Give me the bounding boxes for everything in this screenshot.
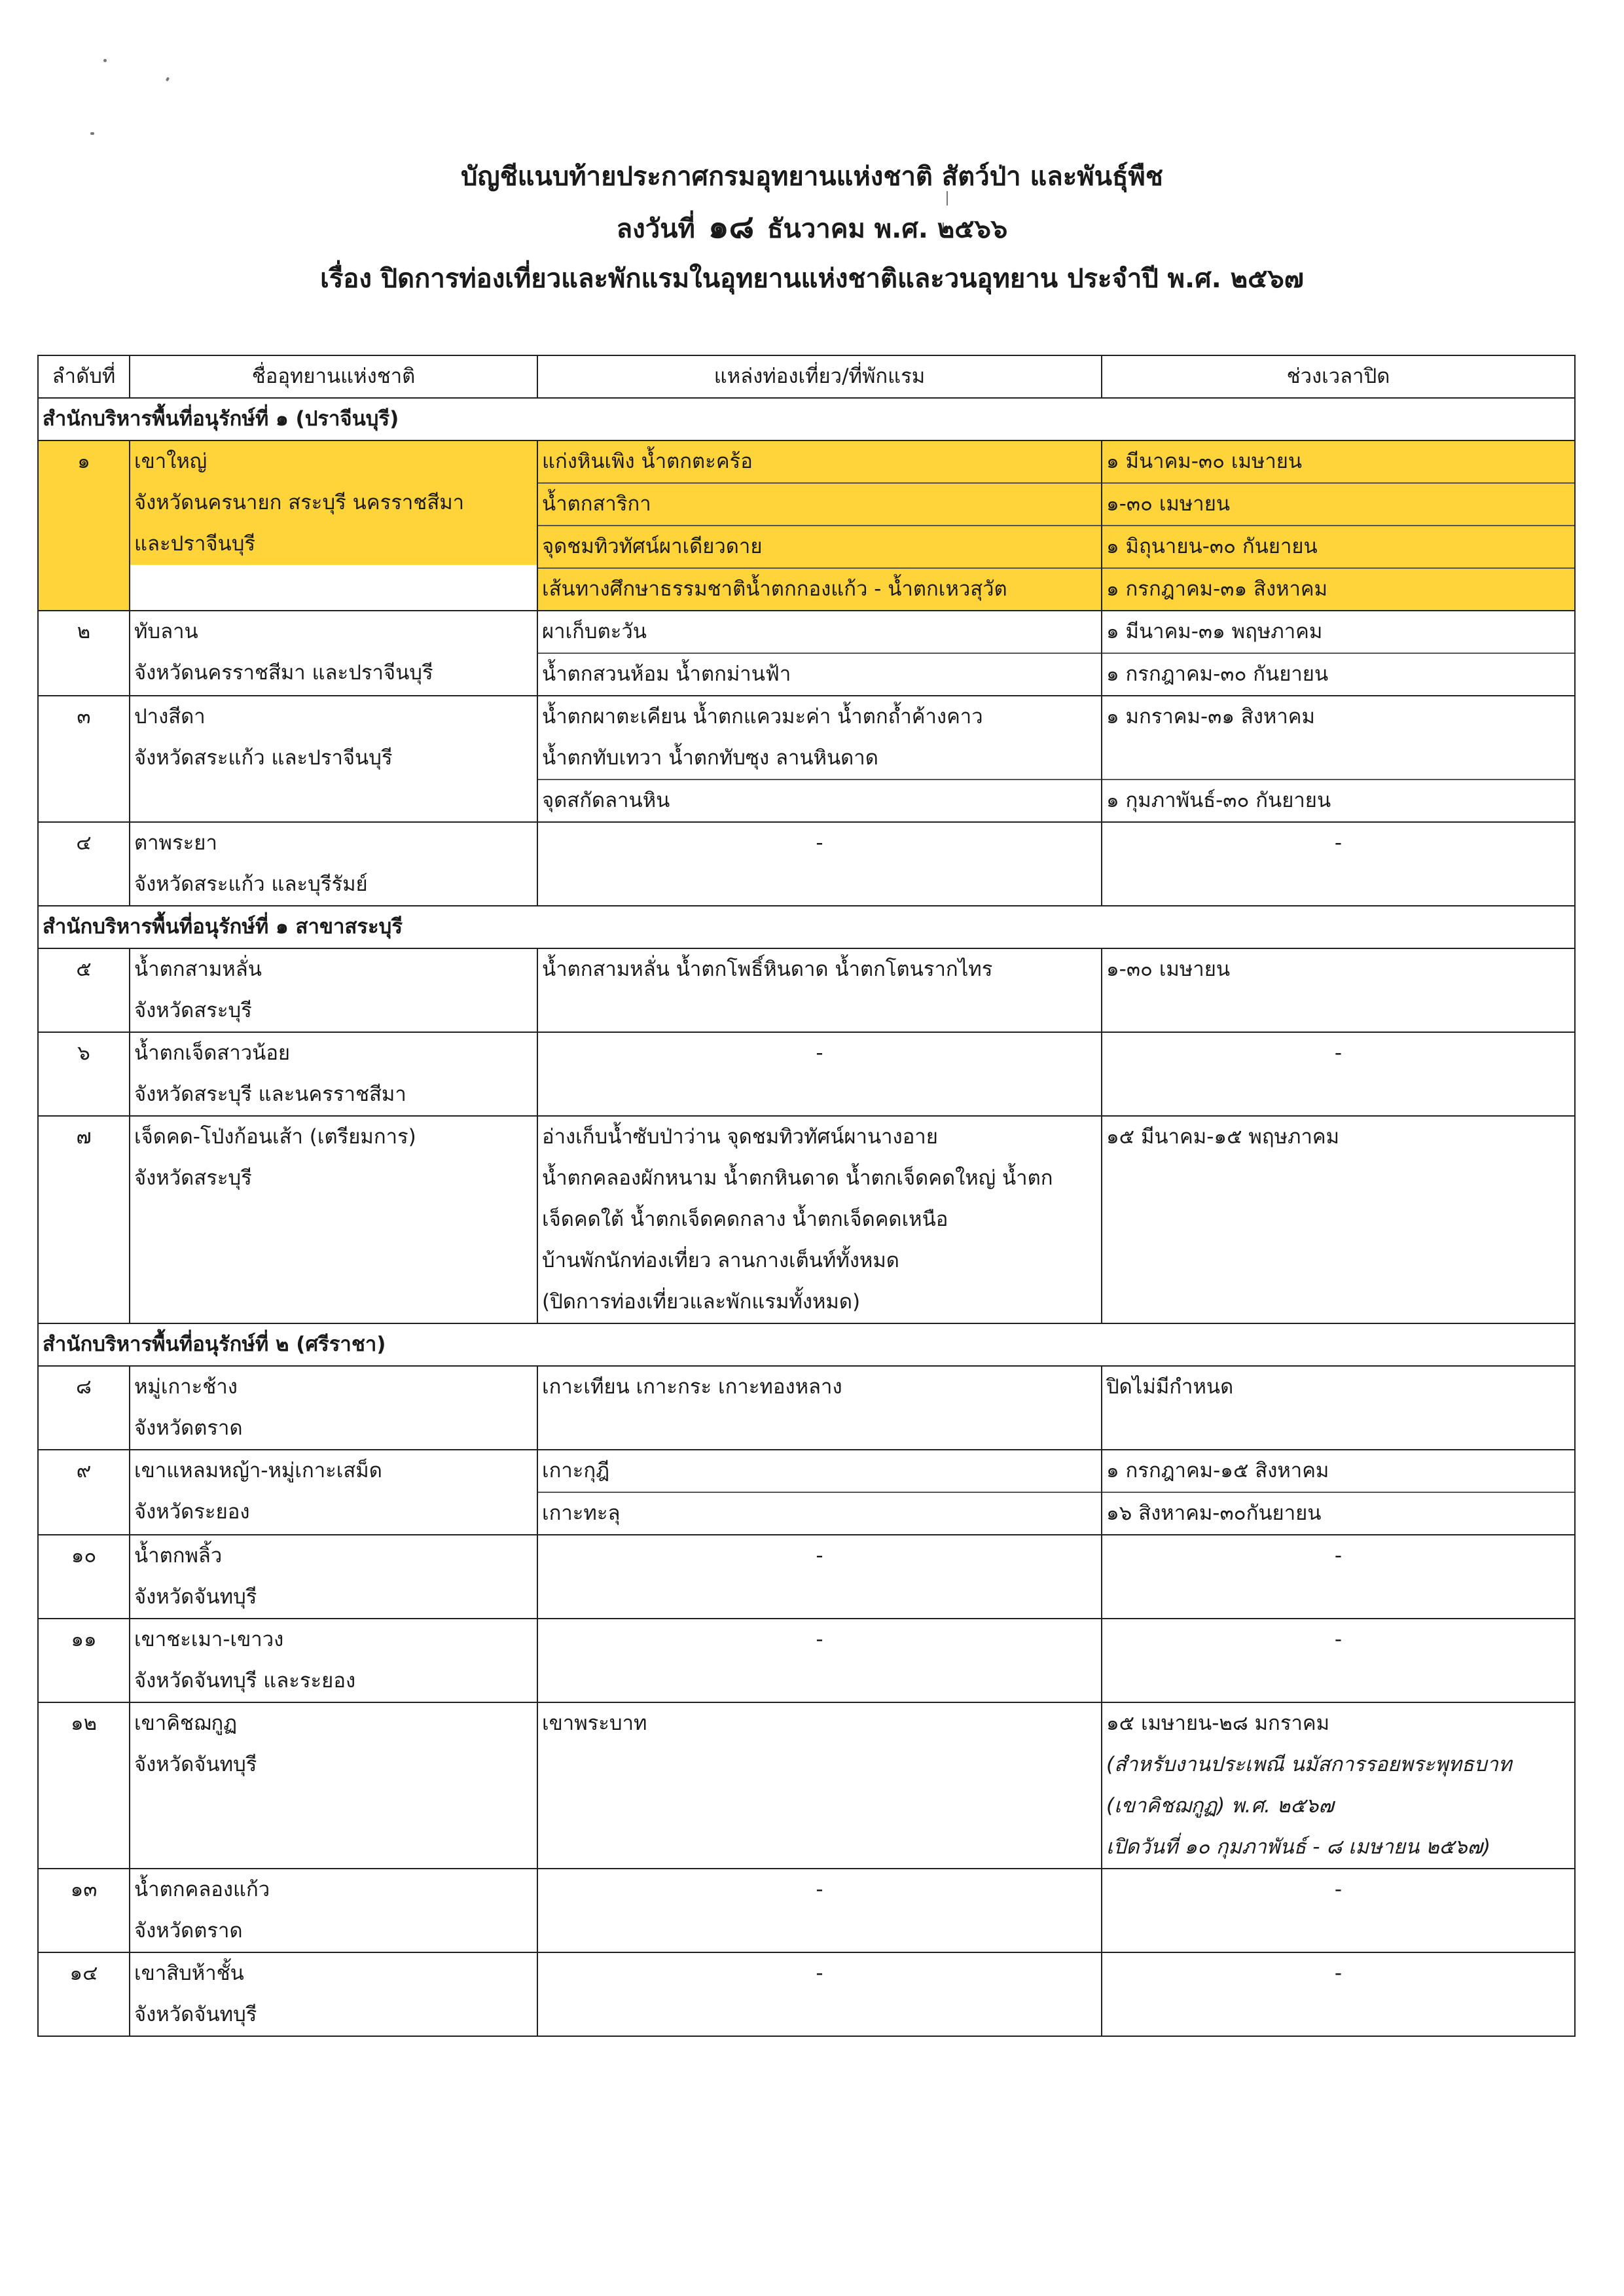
empty-line [134, 565, 533, 606]
row-no: ๑๑ [38, 1619, 130, 1702]
place-line: บ้านพักนักท่องเที่ยว ลานกางเต็นท์ทั้งหมด [542, 1249, 899, 1272]
period-item: ๑ มิถุนายน-๓๐ กันยายน [1102, 525, 1574, 567]
park-name-cell [130, 1366, 537, 1450]
date-day-handwritten: ๑๘ [708, 207, 755, 245]
park-name-cell [130, 1116, 537, 1323]
places-cell: เขาพระบาท [537, 1702, 1102, 1869]
table-row [38, 440, 1575, 611]
park-name: เขาสิบห้าชั้น [134, 1962, 244, 1985]
place-item: จุดชมทิวทัศน์ผาเดียวดาย [538, 525, 1101, 567]
date-prefix: ลงวันที่ [616, 214, 695, 244]
place-item: ผาเก็บตะวัน [542, 620, 647, 643]
table-row [38, 1116, 1575, 1323]
section-title: สำนักบริหารพื้นที่อนุรักษ์ที่ ๑ (ปราจีนบุรี) [38, 398, 1575, 440]
document-header [0, 152, 1624, 304]
park-province-2: และปราจีนบุรี [130, 524, 537, 565]
park-name: เขาใหญ่ [130, 441, 537, 482]
row-no: ๑๔ [38, 1952, 130, 2036]
scan-speck [103, 59, 107, 62]
period-cell: ๑๕ มีนาคม-๑๕ พฤษภาคม [1102, 1116, 1575, 1323]
period-item: ๑ กุมภาพันธ์-๓๐ กันยายน [1102, 779, 1574, 821]
places-cell [537, 696, 1102, 822]
places-cell [537, 1450, 1102, 1535]
park-province: จังหวัดจันทบุรี [134, 1753, 257, 1776]
park-province: จังหวัดตราด [134, 1919, 243, 1943]
period-note: เปิดวันที่ ๑๐ กุมภาพันธ์ - ๘ เมษายน ๒๕๖๗) [1106, 1835, 1491, 1859]
period-cell-empty: - [1102, 1535, 1575, 1619]
section-row [38, 906, 1575, 948]
table-row [38, 1450, 1575, 1535]
period-cell-empty: - [1102, 1952, 1575, 2036]
park-name-cell [130, 1032, 537, 1116]
park-province: จังหวัดสระแก้ว และบุรีรัมย์ [134, 872, 368, 896]
table-row [38, 1619, 1575, 1702]
row-no: ๖ [38, 1032, 130, 1116]
table-row [38, 611, 1575, 696]
places-cell: เกาะเทียน เกาะกระ เกาะทองหลาง [537, 1366, 1102, 1450]
period-cell-empty: - [1102, 1869, 1575, 1952]
park-name-cell [130, 611, 537, 696]
places-cell-empty: - [537, 1869, 1102, 1952]
table-row [38, 1366, 1575, 1450]
table-row [38, 1952, 1575, 2036]
row-no: ๑๒ [38, 1702, 130, 1869]
period-cell-empty: - [1102, 1619, 1575, 1702]
park-province: จังหวัดนครนายก สระบุรี นครราชสีมา [130, 482, 537, 524]
places-cell [537, 440, 1102, 611]
places-cell-empty: - [537, 1952, 1102, 2036]
section-row [38, 398, 1575, 440]
header-places: แหล่งท่องเที่ยว/ที่พักแรม [537, 355, 1102, 398]
table-row [38, 1869, 1575, 1952]
row-no: ๔ [38, 822, 130, 906]
place-item: เกาะทะลุ [538, 1492, 1101, 1534]
period-note: (สำหรับงานประเพณี นมัสการรอยพระพุทธบาท [1106, 1753, 1512, 1776]
places-cell-empty: - [537, 1032, 1102, 1116]
scan-speck [166, 77, 170, 81]
places-cell-empty: - [537, 1619, 1102, 1702]
empty-line [1102, 738, 1574, 779]
row-no: ๙ [38, 1450, 130, 1535]
row-no: ๑๓ [38, 1869, 130, 1952]
park-province: จังหวัดตราด [134, 1416, 243, 1440]
park-name: น้ำตกคลองแก้ว [134, 1878, 270, 1901]
period-item: ๑ กรกฎาคม-๑๕ สิงหาคม [1106, 1459, 1329, 1482]
park-name-cell [130, 1450, 537, 1535]
period-cell [1102, 611, 1575, 696]
period-item: ๑-๓๐ เมษายน [1102, 482, 1574, 525]
places-cell-empty: - [537, 822, 1102, 906]
place-item: น้ำตกผาตะเคียน น้ำตกแควมะค่า น้ำตกถ้ำค้างคาว [542, 705, 983, 728]
park-province: จังหวัดสระแก้ว และปราจีนบุรี [134, 746, 393, 770]
table-row [38, 1535, 1575, 1619]
park-name: น้ำตกพลิ้ว [134, 1544, 223, 1568]
park-province: จังหวัดสระบุรี [134, 1166, 252, 1190]
header-date [0, 202, 1624, 254]
row-no: ๕ [38, 948, 130, 1032]
park-province: จังหวัดนครราชสีมา และปราจีนบุรี [134, 661, 433, 685]
date-suffix: ธันวาคม พ.ศ. ๒๕๖๖ [767, 214, 1008, 244]
park-name-cell [130, 1535, 537, 1619]
scan-speck [90, 132, 94, 135]
period-item: ๑ มีนาคม-๓๑ พฤษภาคม [1106, 620, 1323, 643]
place-line: อ่างเก็บน้ำซับป่าว่าน จุดชมทิวทัศน์ผานางอาย [542, 1125, 938, 1149]
places-cell [537, 1116, 1102, 1323]
park-name: เจ็ดคด-โป่งก้อนเส้า (เตรียมการ) [134, 1125, 416, 1149]
closure-table [37, 355, 1576, 2037]
period-cell [1102, 1702, 1575, 1869]
place-item: น้ำตกสาริกา [538, 482, 1101, 525]
row-no-text: ๑ [77, 450, 90, 473]
park-province: จังหวัดระยอง [134, 1500, 250, 1524]
park-name: เขาแหลมหญ้า-หมู่เกาะเสม็ด [134, 1459, 382, 1482]
section-title: สำนักบริหารพื้นที่อนุรักษ์ที่ ๑ สาขาสระบุรี [38, 906, 1575, 948]
section-title: สำนักบริหารพื้นที่อนุรักษ์ที่ ๒ (ศรีราชา) [38, 1323, 1575, 1366]
park-name: น้ำตกเจ็ดสาวน้อย [134, 1041, 291, 1065]
table-header-row [38, 355, 1575, 398]
period-cell-empty: - [1102, 822, 1575, 906]
row-no: ๘ [38, 1366, 130, 1450]
place-line: เจ็ดคดใต้ น้ำตกเจ็ดคดกลาง น้ำตกเจ็ดคดเหนือ [542, 1208, 948, 1231]
period-note: (เขาคิชฌกูฏ) พ.ศ. ๒๕๖๗ [1106, 1794, 1334, 1818]
row-no: ๑๐ [38, 1535, 130, 1619]
period-item: ๑ กรกฎาคม-๓๐ กันยายน [1102, 653, 1574, 695]
park-province: จังหวัดสระบุรี [134, 999, 252, 1022]
header-subject: เรื่อง ปิดการท่องเที่ยวและพักแรมในอุทยานแห่งชาติและวนอุทยาน ประจำปี พ.ศ. ๒๕๖๗ [320, 264, 1304, 294]
park-name: ตาพระยา [134, 831, 217, 855]
park-province: จังหวัดจันทบุรี [134, 1585, 257, 1609]
period-cell-empty: - [1102, 1032, 1575, 1116]
table-row [38, 948, 1575, 1032]
period-item: ๑ มกราคม-๓๑ สิงหาคม [1106, 705, 1315, 728]
period-item: ๑๖ สิงหาคม-๓๐กันยายน [1102, 1492, 1574, 1534]
header-park-name: ชื่ออุทยานแห่งชาติ [130, 355, 537, 398]
park-province: จังหวัดสระบุรี และนครราชสีมา [134, 1083, 406, 1106]
table-row [38, 822, 1575, 906]
row-no: ๓ [38, 696, 130, 822]
park-name: หมู่เกาะช้าง [134, 1375, 238, 1399]
row-no: ๗ [38, 1116, 130, 1323]
period-cell [1102, 696, 1575, 822]
place-item: น้ำตกสวนห้อม น้ำตกม่านฟ้า [538, 653, 1101, 695]
place-item: เส้นทางศึกษาธรรมชาติน้ำตกกองแก้ว - น้ำตกเหวสุวัต [538, 567, 1101, 610]
park-name-cell [130, 948, 537, 1032]
table-row [38, 1032, 1575, 1116]
park-name-cell [130, 1702, 537, 1869]
park-name: น้ำตกสามหลั่น [134, 958, 262, 981]
place-line: (ปิดการท่องเที่ยวและพักแรมทั้งหมด) [542, 1290, 861, 1314]
header-no: ลำดับที่ [38, 355, 130, 398]
table-row [38, 1702, 1575, 1869]
place-item: จุดสกัดลานหิน [538, 779, 1101, 821]
places-cell: น้ำตกสามหลั่น น้ำตกโพธิ์หินดาด น้ำตกโตนรากไทร [537, 948, 1102, 1032]
park-name-cell [130, 440, 537, 611]
header-period: ช่วงเวลาปิด [1102, 355, 1575, 398]
park-name: ทับลาน [134, 620, 198, 643]
section-row [38, 1323, 1575, 1366]
park-name-cell [130, 696, 537, 822]
empty-line [134, 779, 533, 820]
park-name-cell [130, 1952, 537, 2036]
park-name-cell [130, 1619, 537, 1702]
period-cell: ๑-๓๐ เมษายน [1102, 948, 1575, 1032]
park-name: ปางสีดา [134, 705, 206, 728]
period-cell [1102, 440, 1575, 611]
places-cell [537, 611, 1102, 696]
period-item: ๑ กรกฎาคม-๓๑ สิงหาคม [1102, 567, 1574, 610]
period-cell: ปิดไม่มีกำหนด [1102, 1366, 1575, 1450]
park-name: เขาชะเมา-เขาวง [134, 1628, 284, 1651]
row-no: ๒ [38, 611, 130, 696]
park-province: จังหวัดจันทบุรี [134, 2003, 257, 2026]
place-line: น้ำตกคลองผักหนาม น้ำตกหินดาด น้ำตกเจ็ดคดใหญ่ น้ำตก [542, 1166, 1053, 1190]
place-item: น้ำตกทับเทวา น้ำตกทับซุง ลานหินดาด [542, 746, 878, 770]
row-no [38, 440, 130, 611]
header-title: บัญชีแนบท้ายประกาศกรมอุทยานแห่งชาติ สัตว์ป่า และพันธุ์พืช [461, 162, 1163, 192]
place-item: แก่งหินเพิง น้ำตกตะคร้อ [538, 441, 1101, 482]
period-cell [1102, 1450, 1575, 1535]
park-name-cell [130, 822, 537, 906]
place-item: เกาะกุฎี [542, 1459, 610, 1482]
park-province: จังหวัดจันทบุรี และระยอง [134, 1669, 356, 1693]
places-cell-empty: - [537, 1535, 1102, 1619]
period-item: ๑ มีนาคม-๓๐ เมษายน [1102, 441, 1574, 482]
park-name-cell [130, 1869, 537, 1952]
park-name: เขาคิชฌกูฏ [134, 1712, 238, 1735]
table-row [38, 696, 1575, 822]
period-item: ๑๕ เมษายน-๒๘ มกราคม [1106, 1712, 1330, 1735]
